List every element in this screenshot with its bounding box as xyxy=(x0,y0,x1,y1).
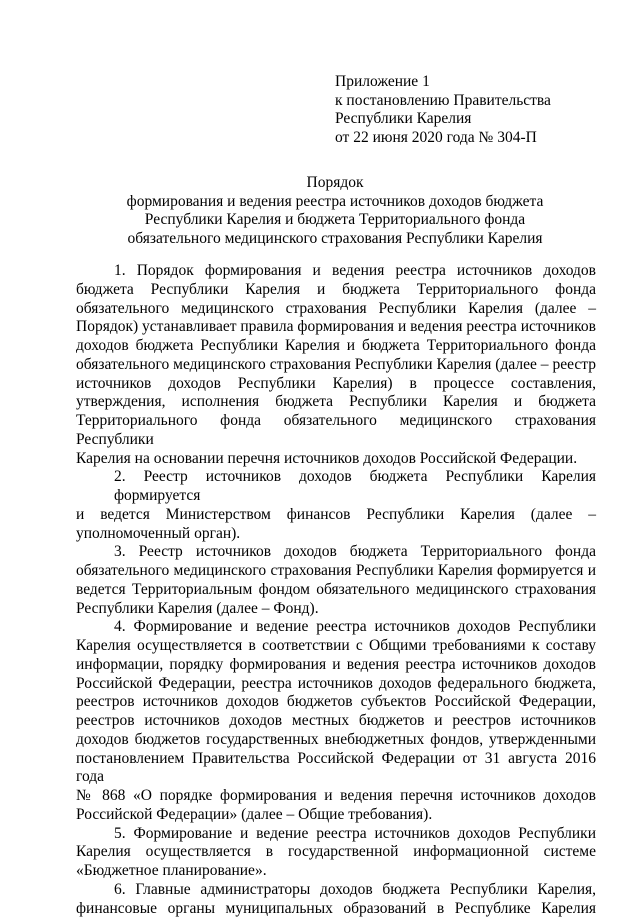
paragraph-line: Карелия осуществляется в государственной информационной системе xyxy=(76,843,596,862)
paragraph-line: постановлением Правительства Российской Федерации от 31 августа 2016 года xyxy=(76,750,596,788)
paragraph-line: доходов бюджета Республики Карелия и бюджета Территориального фонда xyxy=(76,337,596,356)
paragraph-3 xyxy=(76,543,596,618)
paragraph-line: обязательного медицинского страхования Республики Карелия (далее – xyxy=(76,300,596,319)
paragraph-line: Карелия на основании перечня источников доходов Российской Федерации. xyxy=(76,450,596,469)
appendix-line: к постановлению Правительства xyxy=(335,92,551,111)
title-line: Порядок xyxy=(70,174,600,193)
appendix-line: от 22 июня 2020 года № 304-П xyxy=(335,129,551,148)
paragraph-line: 6. Главные администраторы доходов бюджета Республики Карелия, xyxy=(76,881,596,900)
appendix-header xyxy=(335,73,551,147)
appendix-line: Республики Карелия xyxy=(335,110,551,129)
paragraph-2 xyxy=(76,468,596,543)
paragraph-line: ведется Территориальным фондом обязательного медицинского страхования xyxy=(76,581,596,600)
paragraph-line: 3. Реестр источников доходов бюджета Территориального фонда xyxy=(76,543,596,562)
paragraph-line: бюджета Республики Карелия и бюджета Территориального фонда xyxy=(76,281,596,300)
paragraph-line: Порядок) устанавливает правила формирования и ведения реестра источников xyxy=(76,318,596,337)
paragraph-line: № 868 «О порядке формирования и ведения перечня источников доходов xyxy=(76,787,596,806)
paragraph-4 xyxy=(76,618,596,824)
document-title xyxy=(70,174,600,248)
title-line: обязательного медицинского страхования Республики Карелия xyxy=(70,230,600,249)
paragraph-line: источников доходов Республики Карелия) в процессе составления, xyxy=(76,375,596,394)
paragraph-line: информации, порядку формирования и ведения реестра источников доходов xyxy=(76,656,596,675)
paragraph-line: утверждения, исполнения бюджета Республики Карелия и бюджета xyxy=(76,393,596,412)
paragraph-line: Российской Федерации, реестра источников доходов федерального бюджета, xyxy=(76,675,596,694)
paragraph-5 xyxy=(76,825,596,881)
paragraph-line: 1. Порядок формирования и ведения реестра источников доходов xyxy=(76,262,596,281)
paragraph-line: 5. Формирование и ведение реестра источников доходов Республики xyxy=(76,825,596,844)
paragraph-line: обязательного медицинского страхования Республики Карелия формируется и xyxy=(76,562,596,581)
paragraph-line: реестров источников доходов бюджетов субъектов Российской Федерации, xyxy=(76,693,596,712)
paragraph-line: «Бюджетное планирование». xyxy=(76,862,596,881)
appendix-line: Приложение 1 xyxy=(335,73,551,92)
document-body xyxy=(76,262,596,918)
paragraph-line: Территориального фонда обязательного медицинского страхования Республики xyxy=(76,412,596,450)
paragraph-line: 4. Формирование и ведение реестра источников доходов Республики xyxy=(76,618,596,637)
title-line: Республики Карелия и бюджета Территориального фонда xyxy=(70,211,600,230)
paragraph-line: Российской Федерации» (далее – Общие требования). xyxy=(76,806,596,825)
paragraph-line: доходов бюджетов государственных внебюджетных фондов, утвержденными xyxy=(76,731,596,750)
paragraph-line: и ведется Министерством финансов Республики Карелия (далее – xyxy=(76,506,596,525)
paragraph-6 xyxy=(76,881,596,918)
paragraph-line: Карелия осуществляется в соответствии с Общими требованиями к составу xyxy=(76,637,596,656)
paragraph-line: обязательного медицинского страхования Республики Карелия (далее – реестр xyxy=(76,356,596,375)
paragraph-line: уполномоченный орган). xyxy=(76,525,596,544)
paragraph-line: 2. Реестр источников доходов бюджета Республики Карелия формируется xyxy=(76,468,596,506)
paragraph-1 xyxy=(76,262,596,468)
title-line: формирования и ведения реестра источников доходов бюджета xyxy=(70,193,600,212)
paragraph-line: Республики Карелия (далее – Фонд). xyxy=(76,600,596,619)
paragraph-line: финансовые органы муниципальных образований в Республике Карелия xyxy=(76,900,596,918)
paragraph-line: реестров источников доходов местных бюджетов и реестров источников xyxy=(76,712,596,731)
